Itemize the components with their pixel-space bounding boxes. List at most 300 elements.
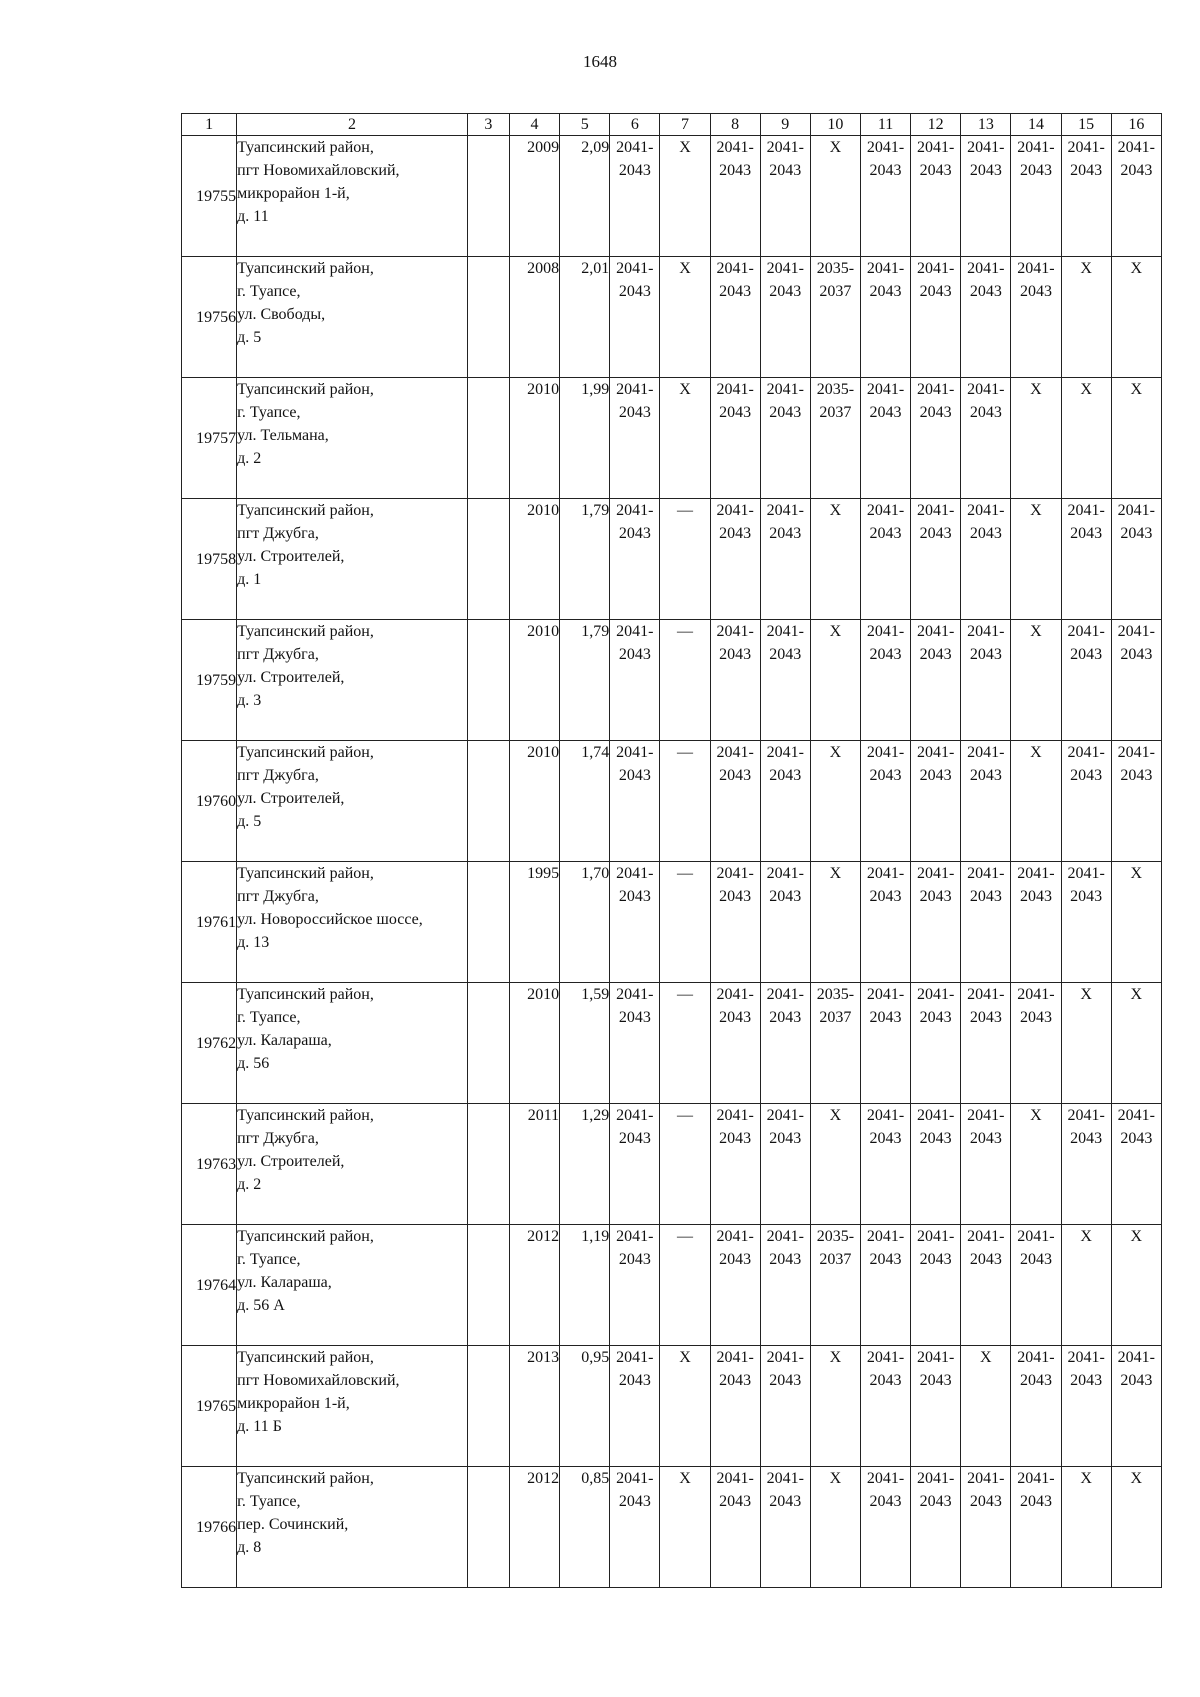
mark-cell-16: X	[1111, 1225, 1161, 1346]
period-part: 2041-	[866, 502, 905, 519]
period-cell-9	[760, 378, 810, 499]
mark-cell-14: X	[1011, 741, 1061, 862]
period-cell-8	[710, 620, 760, 741]
column-header-6: 6	[610, 114, 660, 136]
period-part: 2041-	[866, 986, 905, 1003]
period-cell-16	[1111, 741, 1161, 862]
period-part: 2041-	[866, 260, 905, 277]
address-line: Туапсинский район,	[237, 623, 374, 640]
row-number-cell: 19759	[182, 620, 237, 741]
period-cell-11	[860, 1225, 910, 1346]
period-part: 2041-	[866, 744, 905, 761]
period-cell-10	[810, 257, 860, 378]
period-part: 2043	[969, 404, 1002, 421]
page-number: 1648	[583, 52, 617, 71]
address-cell	[237, 257, 468, 378]
period-cell-15	[1061, 620, 1111, 741]
period-part: 2043	[719, 646, 752, 663]
period-cell-13	[961, 862, 1011, 983]
value-cell: 1,29	[560, 1104, 610, 1225]
period-part: 2043	[719, 162, 752, 179]
period-part: 2041-	[866, 1349, 905, 1366]
period-cell-12	[911, 862, 961, 983]
period-part: 2043	[1019, 1251, 1052, 1268]
address-line: ул. Тельмана,	[237, 427, 329, 444]
address-line: пгт Джубга,	[237, 646, 319, 663]
table-row	[182, 1346, 1162, 1467]
period-part: 2041-	[967, 623, 1005, 640]
column-header-14: 14	[1011, 114, 1061, 136]
address-line: Туапсинский район,	[237, 502, 374, 519]
period-part: 2043	[719, 283, 752, 300]
period-part: 2043	[769, 1130, 802, 1147]
mark-cell-7: —	[660, 1104, 710, 1225]
period-part: 2043	[1070, 162, 1103, 179]
year-cell: 1995	[509, 862, 559, 983]
address-line: д. 11	[237, 208, 269, 225]
period-part: 2043	[769, 1009, 802, 1026]
table-row	[182, 741, 1162, 862]
period-cell-13	[961, 1467, 1011, 1588]
period-cell-14	[1011, 862, 1061, 983]
period-part: 2041-	[917, 986, 955, 1003]
address-line: Туапсинский район,	[237, 865, 374, 882]
period-part: 2041-	[866, 865, 905, 882]
mark-cell-14: X	[1011, 620, 1061, 741]
period-part: 2043	[618, 767, 651, 784]
period-part: 2043	[969, 283, 1002, 300]
period-cell-12	[911, 378, 961, 499]
period-cell-10	[810, 983, 860, 1104]
mark-cell-14: X	[1011, 1104, 1061, 1225]
address-line: д. 2	[237, 450, 262, 467]
address-line: д. 5	[237, 329, 262, 346]
period-cell-8	[710, 257, 760, 378]
period-part: 2041-	[1117, 1107, 1155, 1124]
period-part: 2043	[919, 162, 952, 179]
period-part: 2041-	[1017, 139, 1055, 156]
address-cell	[237, 741, 468, 862]
address-cell	[237, 1346, 468, 1467]
period-part: 2043	[919, 646, 952, 663]
year-cell: 2010	[509, 983, 559, 1104]
row-number-cell: 19755	[182, 136, 237, 257]
period-part: 2043	[969, 888, 1002, 905]
period-cell-9	[760, 620, 810, 741]
period-part: 2041-	[616, 623, 654, 640]
period-cell-11	[860, 1346, 910, 1467]
period-part: 2043	[719, 1493, 752, 1510]
period-part: 2043	[769, 1251, 802, 1268]
period-cell-14	[1011, 1225, 1061, 1346]
value-cell: 1,74	[560, 741, 610, 862]
period-cell-12	[911, 1225, 961, 1346]
period-part: 2043	[769, 646, 802, 663]
value-cell: 0,85	[560, 1467, 610, 1588]
table-row	[182, 1104, 1162, 1225]
period-part: 2043	[969, 525, 1002, 542]
period-cell-14	[1011, 257, 1061, 378]
period-cell-16	[1111, 620, 1161, 741]
period-part: 2041-	[616, 502, 654, 519]
period-part: 2041-	[967, 260, 1005, 277]
period-part: 2043	[1070, 525, 1103, 542]
period-part: 2041-	[716, 623, 754, 640]
mark-cell-7: X	[660, 1467, 710, 1588]
period-part: 2041-	[1017, 1349, 1055, 1366]
period-cell-13	[961, 741, 1011, 862]
period-part: 2041-	[917, 381, 955, 398]
period-part: 2041-	[766, 1228, 804, 1245]
period-part: 2037	[819, 283, 852, 300]
address-line: ул. Калараша,	[237, 1274, 332, 1291]
period-part: 2043	[1070, 1372, 1103, 1389]
row-number-cell: 19757	[182, 378, 237, 499]
period-part: 2041-	[766, 986, 804, 1003]
mark-cell-10: X	[810, 499, 860, 620]
period-part: 2041-	[616, 260, 654, 277]
period-part: 2043	[1120, 1372, 1153, 1389]
period-part: 2043	[1070, 1130, 1103, 1147]
col-3-cell	[467, 1346, 509, 1467]
period-cell-11	[860, 1467, 910, 1588]
period-cell-6	[610, 620, 660, 741]
period-part: 2041-	[1017, 986, 1055, 1003]
period-part: 2043	[869, 1130, 902, 1147]
value-cell: 2,09	[560, 136, 610, 257]
period-part: 2041-	[967, 744, 1005, 761]
period-part: 2043	[919, 525, 952, 542]
period-cell-9	[760, 862, 810, 983]
period-cell-9	[760, 1346, 810, 1467]
table-body	[182, 136, 1162, 1588]
address-line: Туапсинский район,	[237, 744, 374, 761]
address-line: д. 1	[237, 571, 262, 588]
period-part: 2041-	[967, 139, 1005, 156]
address-line: д. 13	[237, 934, 270, 951]
period-part: 2043	[618, 283, 651, 300]
address-line: пгт Джубга,	[237, 525, 319, 542]
address-line: Туапсинский район,	[237, 1349, 374, 1366]
period-part: 2043	[1120, 162, 1153, 179]
period-part: 2043	[1019, 162, 1052, 179]
period-cell-12	[911, 136, 961, 257]
column-header-7: 7	[660, 114, 710, 136]
address-cell	[237, 378, 468, 499]
period-part: 2043	[969, 646, 1002, 663]
period-part: 2041-	[967, 865, 1005, 882]
year-cell: 2012	[509, 1225, 559, 1346]
column-header-12: 12	[911, 114, 961, 136]
period-part: 2041-	[616, 1228, 654, 1245]
column-header-2: 2	[237, 114, 468, 136]
value-cell: 1,59	[560, 983, 610, 1104]
row-number-cell: 19764	[182, 1225, 237, 1346]
period-part: 2043	[769, 888, 802, 905]
period-cell-8	[710, 1467, 760, 1588]
period-cell-9	[760, 136, 810, 257]
period-cell-9	[760, 1225, 810, 1346]
period-cell-6	[610, 983, 660, 1104]
mark-cell-7: —	[660, 620, 710, 741]
period-part: 2041-	[766, 1470, 804, 1487]
period-part: 2035-	[816, 986, 855, 1003]
period-part: 2041-	[917, 139, 955, 156]
table-header	[182, 114, 1162, 136]
period-part: 2043	[919, 1372, 952, 1389]
period-cell-16	[1111, 1346, 1161, 1467]
period-part: 2041-	[766, 502, 804, 519]
period-part: 2043	[618, 888, 651, 905]
period-part: 2041-	[1067, 1107, 1105, 1124]
period-part: 2043	[919, 1493, 952, 1510]
period-part: 2041-	[967, 1470, 1005, 1487]
table-row	[182, 983, 1162, 1104]
period-cell-12	[911, 1104, 961, 1225]
period-cell-15	[1061, 499, 1111, 620]
period-part: 2043	[618, 404, 651, 421]
period-part: 2041-	[1117, 623, 1155, 640]
period-part: 2041-	[766, 865, 804, 882]
address-line: пгт Джубга,	[237, 767, 319, 784]
year-cell: 2008	[509, 257, 559, 378]
address-cell	[237, 862, 468, 983]
table-row	[182, 1467, 1162, 1588]
period-part: 2043	[1120, 525, 1153, 542]
address-line: ул. Строителей,	[237, 1153, 345, 1170]
period-part: 2043	[1070, 646, 1103, 663]
period-part: 2043	[769, 162, 802, 179]
period-part: 2043	[919, 1251, 952, 1268]
address-line: д. 11 Б	[237, 1418, 282, 1435]
address-line: г. Туапсе,	[237, 404, 301, 421]
column-header-1: 1	[182, 114, 237, 136]
period-cell-6	[610, 1225, 660, 1346]
period-cell-12	[911, 983, 961, 1104]
address-line: г. Туапсе,	[237, 1251, 301, 1268]
period-part: 2041-	[766, 1349, 804, 1366]
period-cell-9	[760, 741, 810, 862]
mark-cell-7: —	[660, 862, 710, 983]
address-line: Туапсинский район,	[237, 1107, 374, 1124]
column-header-5: 5	[560, 114, 610, 136]
period-cell-6	[610, 741, 660, 862]
period-part: 2043	[869, 525, 902, 542]
period-cell-11	[860, 378, 910, 499]
address-line: д. 8	[237, 1539, 262, 1556]
col-3-cell	[467, 1467, 509, 1588]
period-part: 2041-	[1117, 744, 1155, 761]
row-number-cell: 19766	[182, 1467, 237, 1588]
period-part: 2043	[969, 1130, 1002, 1147]
period-part: 2043	[769, 1493, 802, 1510]
column-header-11: 11	[860, 114, 910, 136]
period-part: 2037	[819, 1009, 852, 1026]
col-3-cell	[467, 1225, 509, 1346]
period-cell-15	[1061, 1104, 1111, 1225]
period-cell-14	[1011, 1346, 1061, 1467]
period-part: 2043	[1120, 646, 1153, 663]
period-part: 2043	[919, 888, 952, 905]
period-part: 2041-	[716, 381, 754, 398]
period-part: 2043	[869, 162, 902, 179]
period-cell-13	[961, 499, 1011, 620]
period-cell-11	[860, 741, 910, 862]
address-line: д. 2	[237, 1176, 262, 1193]
period-part: 2043	[869, 646, 902, 663]
period-cell-13	[961, 1225, 1011, 1346]
mark-cell-16: X	[1111, 378, 1161, 499]
period-part: 2043	[969, 1251, 1002, 1268]
address-line: д. 3	[237, 692, 262, 709]
period-part: 2041-	[1067, 1349, 1105, 1366]
period-cell-8	[710, 499, 760, 620]
period-part: 2041-	[766, 381, 804, 398]
period-part: 2043	[869, 1251, 902, 1268]
col-3-cell	[467, 741, 509, 862]
period-part: 2043	[1019, 1009, 1052, 1026]
period-part: 2041-	[716, 744, 754, 761]
period-part: 2043	[719, 1251, 752, 1268]
period-cell-9	[760, 257, 810, 378]
year-cell: 2010	[509, 741, 559, 862]
period-part: 2043	[719, 1130, 752, 1147]
period-cell-15	[1061, 136, 1111, 257]
address-line: микрорайон 1-й,	[237, 1395, 350, 1412]
column-header-10: 10	[810, 114, 860, 136]
address-line: Туапсинский район,	[237, 139, 374, 156]
address-line: Туапсинский район,	[237, 1470, 374, 1487]
period-cell-6	[610, 378, 660, 499]
period-part: 2043	[919, 1130, 952, 1147]
period-cell-11	[860, 136, 910, 257]
table-row	[182, 499, 1162, 620]
period-part: 2043	[869, 1372, 902, 1389]
mark-cell-10: X	[810, 1104, 860, 1225]
period-part: 2043	[719, 767, 752, 784]
mark-cell-16: X	[1111, 1467, 1161, 1588]
address-line: Туапсинский район,	[237, 260, 374, 277]
period-cell-11	[860, 620, 910, 741]
period-part: 2041-	[967, 1107, 1005, 1124]
period-cell-13	[961, 257, 1011, 378]
mark-cell-10: X	[810, 1346, 860, 1467]
period-part: 2043	[969, 767, 1002, 784]
period-cell-8	[710, 1225, 760, 1346]
row-number-cell: 19762	[182, 983, 237, 1104]
period-cell-9	[760, 499, 810, 620]
col-3-cell	[467, 378, 509, 499]
period-part: 2041-	[1067, 744, 1105, 761]
period-part: 2043	[618, 525, 651, 542]
period-part: 2041-	[716, 865, 754, 882]
period-part: 2041-	[716, 139, 754, 156]
address-line: д. 56	[237, 1055, 270, 1072]
col-3-cell	[467, 1104, 509, 1225]
period-cell-13	[961, 1104, 1011, 1225]
mark-cell-15: X	[1061, 1225, 1111, 1346]
period-part: 2041-	[917, 260, 955, 277]
period-cell-13	[961, 136, 1011, 257]
period-part: 2037	[819, 404, 852, 421]
period-part: 2041-	[1017, 1470, 1055, 1487]
period-part: 2041-	[716, 1470, 754, 1487]
address-line: ул. Свободы,	[237, 306, 326, 323]
period-part: 2043	[869, 283, 902, 300]
period-part: 2041-	[1017, 260, 1055, 277]
mark-cell-15: X	[1061, 378, 1111, 499]
period-part: 2043	[1070, 767, 1103, 784]
mark-cell-7: X	[660, 1346, 710, 1467]
period-cell-14	[1011, 1467, 1061, 1588]
address-cell	[237, 1467, 468, 1588]
period-part: 2043	[769, 525, 802, 542]
address-cell	[237, 1104, 468, 1225]
mark-cell-7: —	[660, 499, 710, 620]
year-cell: 2010	[509, 499, 559, 620]
address-line: пгт Новомихайловский,	[237, 162, 400, 179]
value-cell: 1,79	[560, 620, 610, 741]
column-header-16: 16	[1111, 114, 1161, 136]
period-part: 2041-	[917, 744, 955, 761]
mark-cell-16: X	[1111, 862, 1161, 983]
mark-cell-7: —	[660, 1225, 710, 1346]
mark-cell-14: X	[1011, 499, 1061, 620]
period-part: 2043	[769, 283, 802, 300]
period-cell-8	[710, 378, 760, 499]
address-line: пгт Джубга,	[237, 1130, 319, 1147]
period-part: 2043	[618, 1493, 651, 1510]
period-part: 2041-	[1117, 139, 1155, 156]
period-part: 2043	[869, 767, 902, 784]
column-header-4: 4	[509, 114, 559, 136]
period-part: 2041-	[616, 865, 654, 882]
mark-cell-10: X	[810, 862, 860, 983]
address-line: г. Туапсе,	[237, 1493, 301, 1510]
table-row	[182, 136, 1162, 257]
period-cell-12	[911, 1467, 961, 1588]
period-part: 2041-	[917, 1107, 955, 1124]
period-part: 2043	[969, 162, 1002, 179]
period-cell-8	[710, 1104, 760, 1225]
year-cell: 2013	[509, 1346, 559, 1467]
period-cell-10	[810, 1225, 860, 1346]
address-line: ул. Новороссийское шоссе,	[237, 911, 423, 928]
period-part: 2041-	[917, 1228, 955, 1245]
table-row	[182, 378, 1162, 499]
column-header-13: 13	[961, 114, 1011, 136]
col-3-cell	[467, 983, 509, 1104]
period-part: 2041-	[716, 1228, 754, 1245]
col-3-cell	[467, 862, 509, 983]
period-part: 2041-	[967, 1228, 1005, 1245]
period-part: 2043	[869, 404, 902, 421]
address-cell	[237, 983, 468, 1104]
table-row	[182, 1225, 1162, 1346]
period-part: 2043	[1019, 1372, 1052, 1389]
table-row	[182, 257, 1162, 378]
column-header-3: 3	[467, 114, 509, 136]
period-part: 2043	[1070, 888, 1103, 905]
period-part: 2041-	[1117, 502, 1155, 519]
period-cell-9	[760, 1104, 810, 1225]
period-cell-8	[710, 136, 760, 257]
value-cell: 1,70	[560, 862, 610, 983]
period-cell-10	[810, 378, 860, 499]
period-cell-12	[911, 620, 961, 741]
period-cell-8	[710, 862, 760, 983]
period-cell-15	[1061, 862, 1111, 983]
